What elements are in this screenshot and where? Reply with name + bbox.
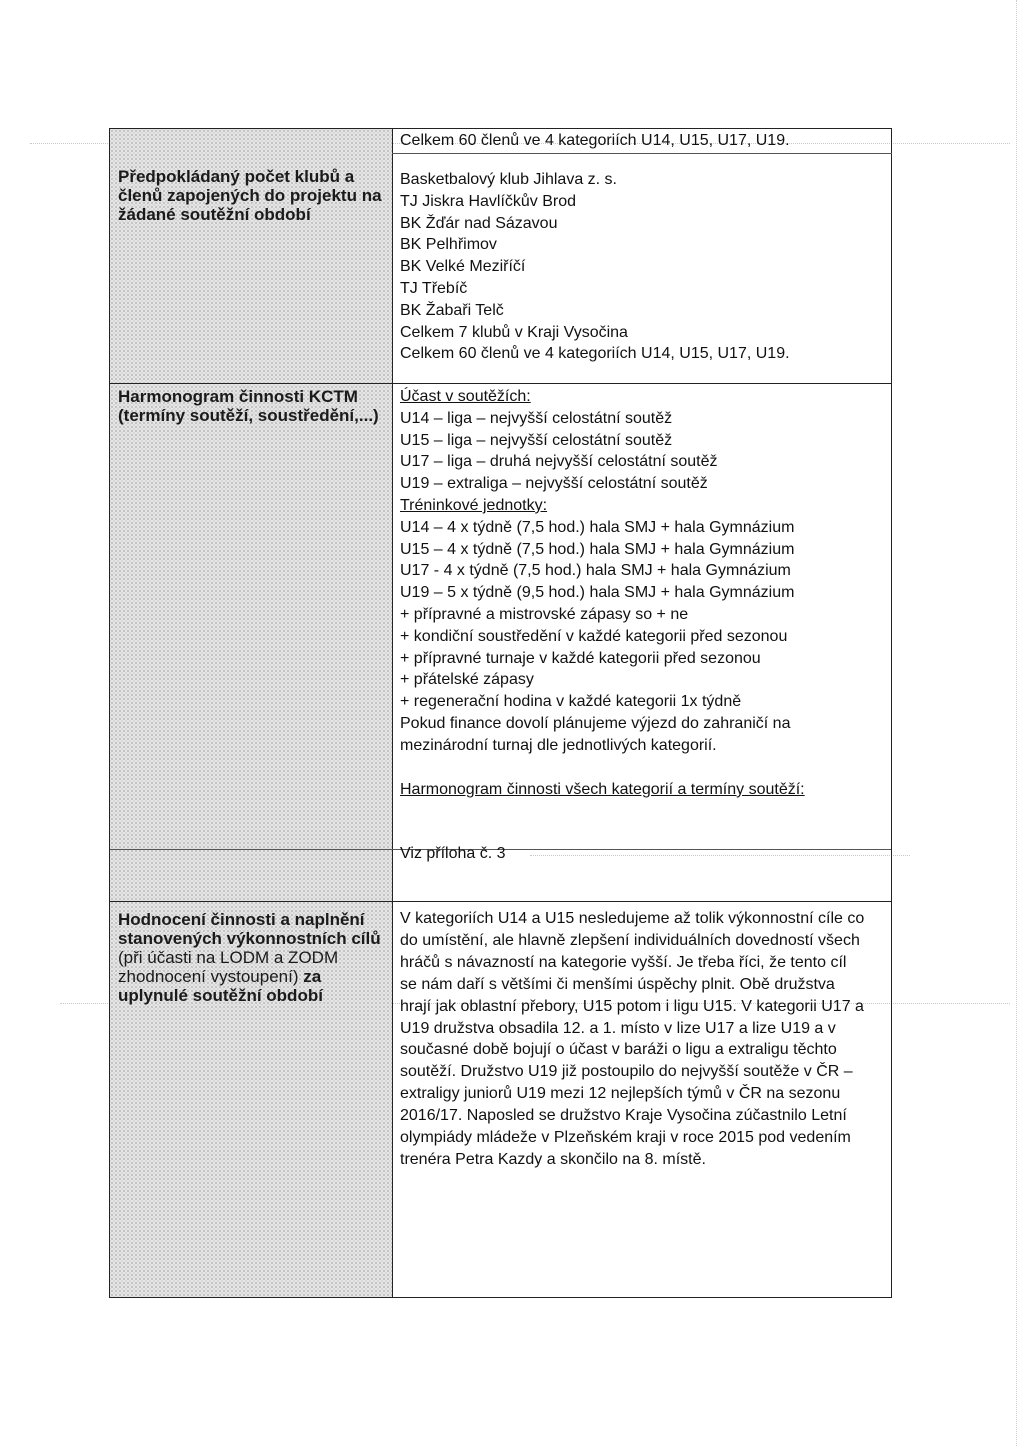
schedule-heading: Harmonogram činnosti všech kategorií a termíny soutěží: (400, 781, 805, 798)
club-item: BK Velké Meziříčí (400, 258, 526, 276)
row-divider-1 (392, 153, 892, 154)
appendix-reference: Viz příloha č. 3 (400, 845, 506, 862)
training-item: + přípravné turnaje v každé kategorii před sezonou (400, 649, 761, 667)
row-divider-2 (110, 383, 891, 384)
club-item: TJ Jiskra Havlíčkův Brod (400, 192, 577, 210)
label-evaluation-part2: za uplynulé soutěžní období (118, 967, 323, 1005)
training-note: Pokud finance dovolí plánujeme výjezd do zahraničí na mezinárodní turnaj dle jednotlivých kategorií. (400, 714, 791, 754)
competition-item: U19 – extraliga – nejvyšší celostátní soutěž (400, 475, 708, 493)
club-item: BK Pelhřimov (400, 236, 497, 254)
training-heading: Tréninkové jednotky: (400, 496, 548, 514)
club-item: Basketbalový klub Jihlava z. s. (400, 171, 617, 188)
training-item: U14 – 4 x týdně (7,5 hod.) hala SMJ + hala Gymnázium (400, 518, 795, 536)
label-evaluation-part1: Hodnocení činnosti a naplnění stanovených výkonnostních cílů (118, 910, 381, 948)
competition-item: U15 – liga – nejvyšší celostátní soutěž (400, 431, 673, 449)
training-item: U19 – 5 x týdně (9,5 hod.) hala SMJ + hala Gymnázium (400, 584, 795, 602)
club-item: BK Žabaři Telč (400, 301, 504, 319)
training-item: + přípravné a mistrovské zápasy so + ne (400, 605, 689, 623)
members-total: Celkem 60 členů ve 4 kategoriích U14, U15, U17, U19. (400, 345, 790, 363)
scan-margin-line (1016, 0, 1017, 1446)
label-evaluation-note: (při účasti na LODM a ZODM zhodnocení vystoupení) (118, 948, 339, 986)
competition-item: U14 – liga – nejvyšší celostátní soutěž (400, 409, 673, 427)
label-schedule: Harmonogram činnosti KCTM (termíny soutěží, soustředění,...) (118, 387, 379, 425)
row-divider-4 (110, 901, 891, 902)
training-item: U17 - 4 x týdně (7,5 hod.) hala SMJ + hala Gymnázium (400, 562, 791, 580)
evaluation-text: V kategoriích U14 a U15 nesledujeme až tolik výkonnostní cíle co do umístění, ale hlavně zlepšení individuálních dovedností všech hráčů s návazností na kategorie vyšší. Je třeba říci, že tento cíl se nám daří s většími či menšími úspěchy plnit. Obě družstva hrají jak oblastní přebory, U15 potom i ligu U15. V kategorii U17 a U19 družstva obsadila 12. a 1. místo v lize U17 a lize U19 a v současné době bojují o účast v baráži o ligu a extraligu těchto soutěží. Družstvo U19 již postoupilo do nejvyšší soutěže v ČR – extraligy juniorů U19 mezi 12 nejlepších týmů v ČR na sezonu 2016/17. Naposled se družstvo Kraje Vysočina zúčastnilo Letní olympiády mládeže v Plzeňském kraji v roce 2015 pod vedením trenéra Petra Kazdy a skončilo na 8. místě. (400, 910, 865, 1168)
competition-item: U17 – liga – druhá nejvyšší celostátní soutěž (400, 453, 718, 471)
clubs-total: Celkem 7 klubů v Kraji Vysočina (400, 323, 628, 341)
club-item: BK Žďár nad Sázavou (400, 214, 558, 232)
project-form-table (109, 128, 892, 1298)
clubs-list (400, 169, 880, 365)
label-evaluation (118, 910, 384, 1005)
competitions-heading: Účast v soutěžích: (400, 388, 531, 405)
training-item: U15 – 4 x týdně (7,5 hod.) hala SMJ + hala Gymnázium (400, 540, 795, 558)
top-row-summary: Celkem 60 členů ve 4 kategoriích U14, U15, U17, U19. (400, 132, 790, 149)
training-item: + kondiční soustředění v každé kategorii před sezonou (400, 627, 788, 645)
club-item: TJ Třebíč (400, 279, 468, 297)
training-item: + regenerační hodina v každé kategorii 1x týdně (400, 693, 742, 711)
training-item: + přátelské zápasy (400, 671, 534, 689)
schedule-content (400, 386, 880, 757)
label-clubs-count: Předpokládaný počet klubů a členů zapojených do projektu na žádané soutěžní období (118, 167, 382, 224)
label-column (110, 129, 393, 1297)
